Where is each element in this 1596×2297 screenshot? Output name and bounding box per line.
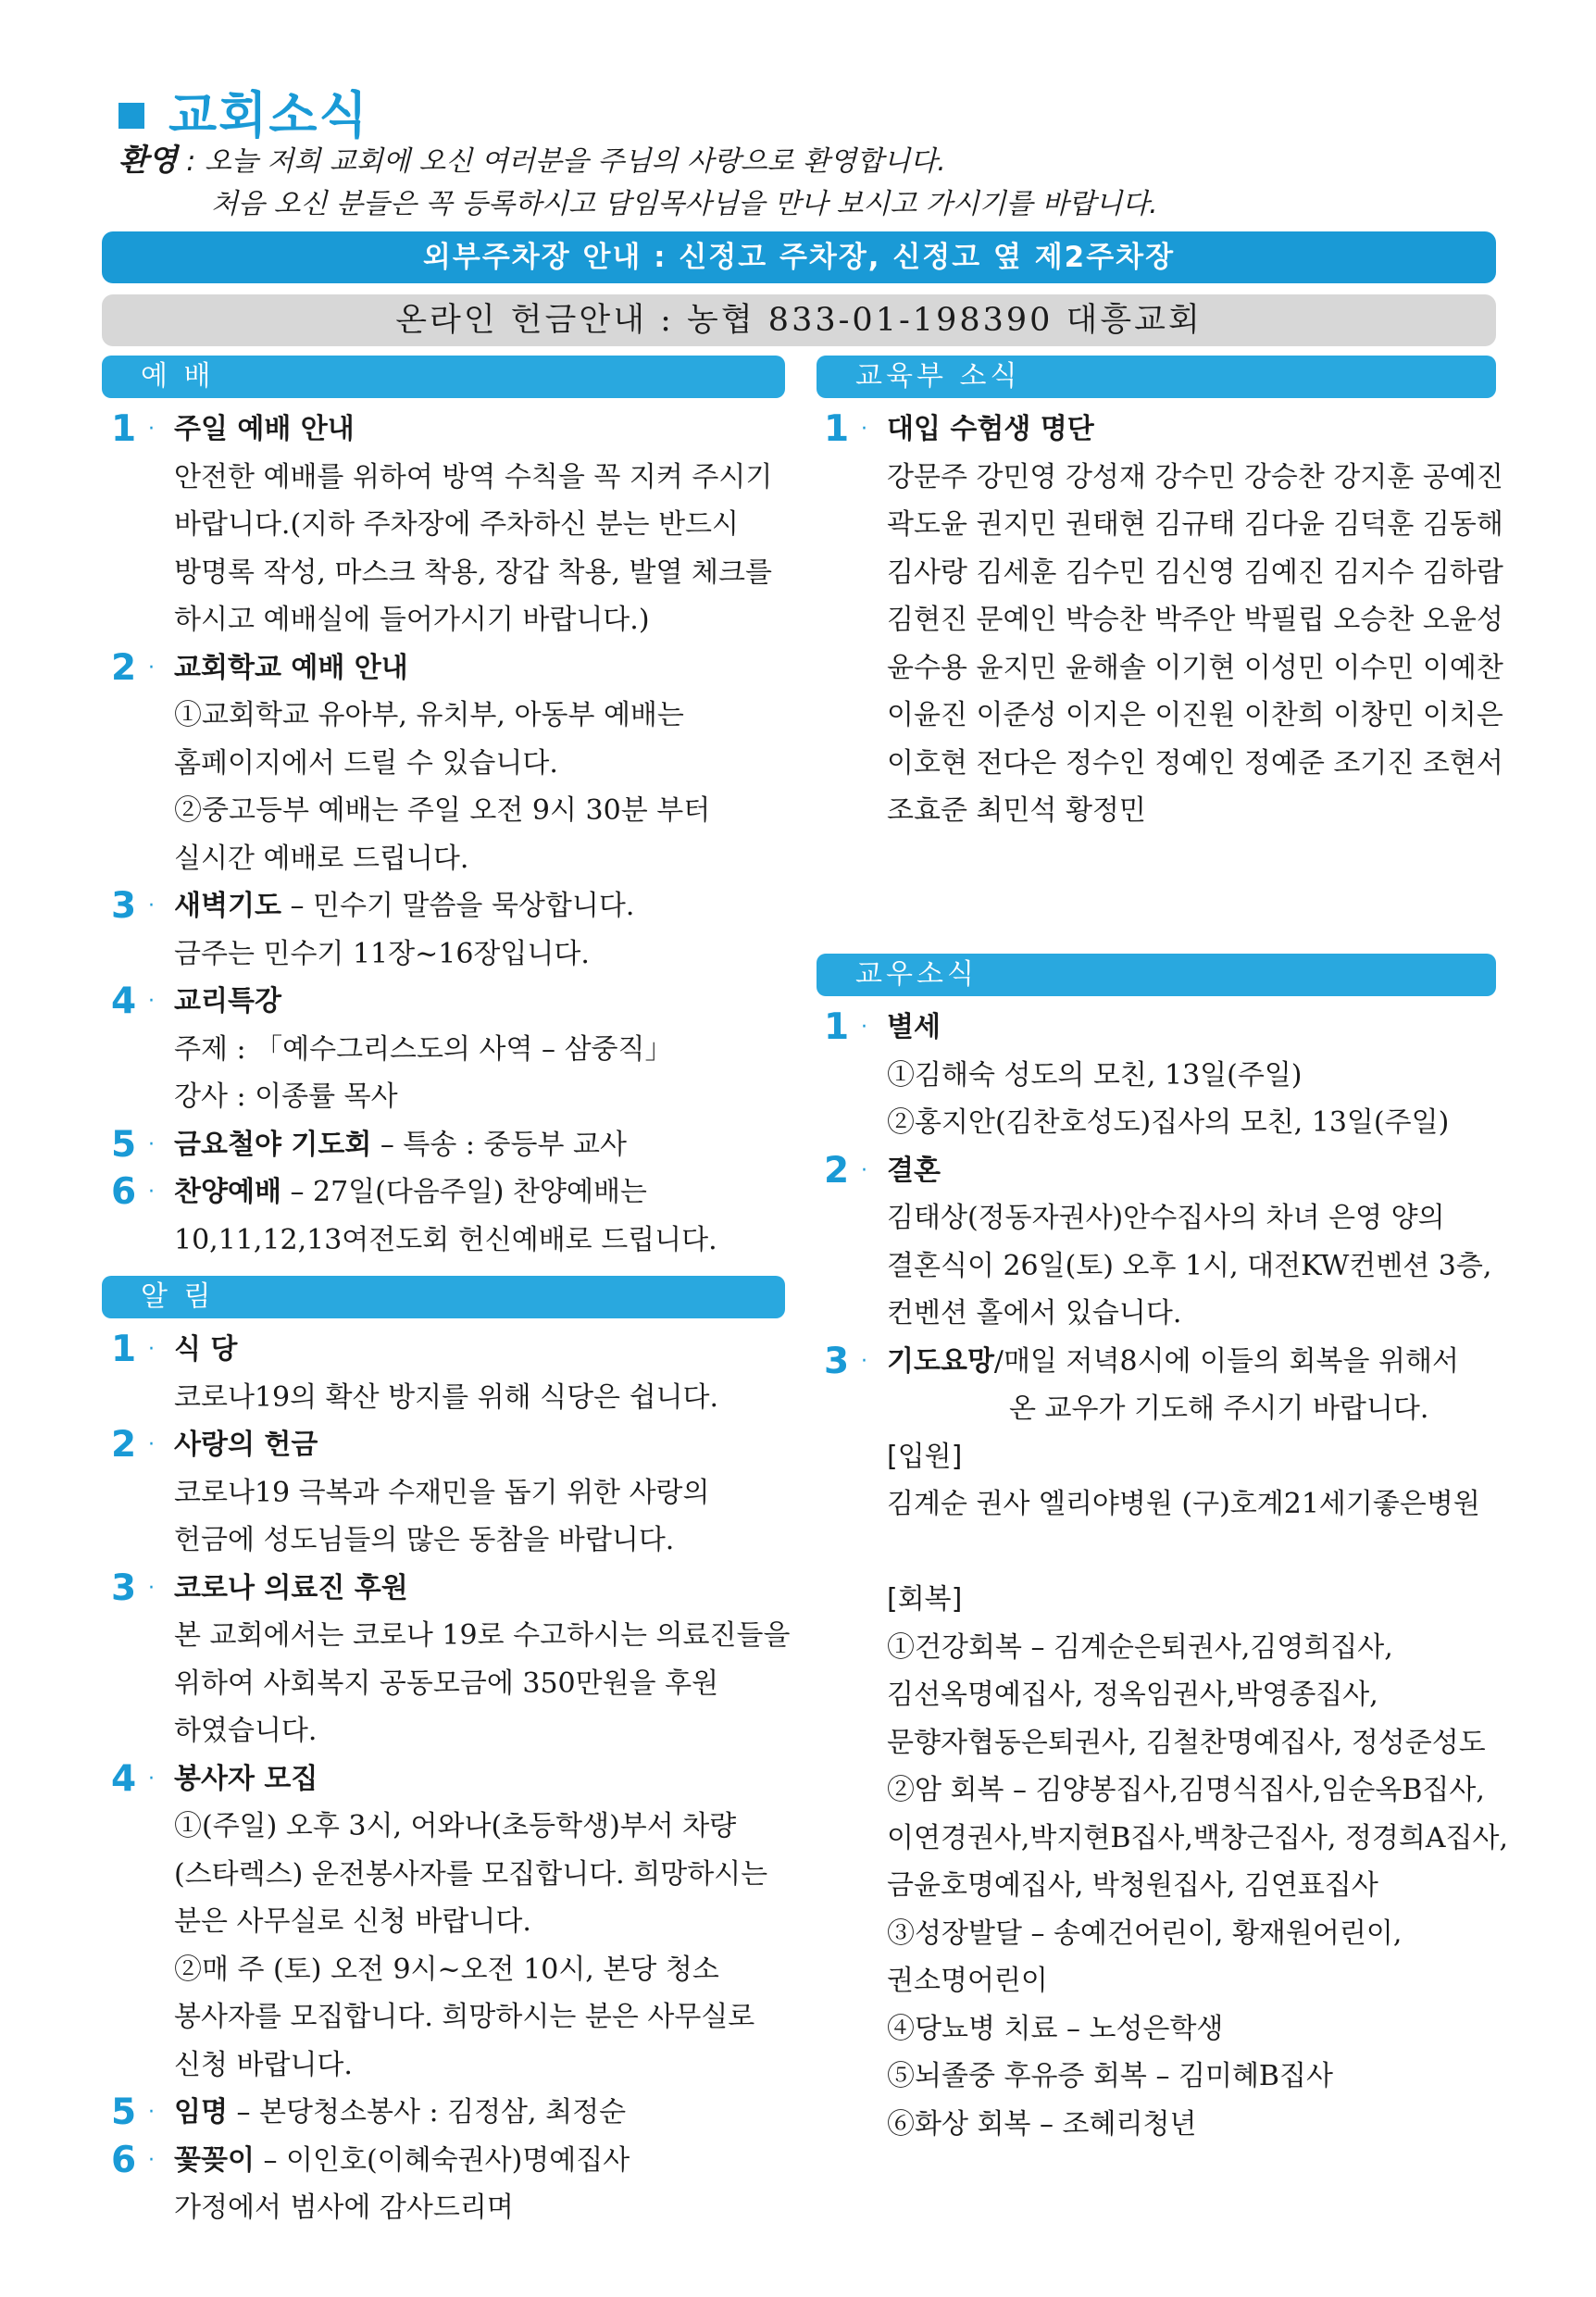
recovery-line: 금윤호명예집사, 박청원집사, 김연표집사 bbox=[887, 1869, 1378, 1902]
hospital-line: 김계순 권사 엘리야병원 (구)호계21세기좋은병원 bbox=[887, 1488, 1480, 1520]
item-title: 교회학교 예배 안내 bbox=[174, 651, 408, 684]
item-title: 식 당 bbox=[174, 1333, 238, 1366]
worship-header: 예 배 bbox=[102, 356, 785, 398]
bullet-dot-icon: · bbox=[148, 1766, 155, 1791]
item-heading bbox=[174, 882, 794, 930]
worship-item bbox=[111, 644, 794, 693]
bullet-dot-icon: · bbox=[148, 2101, 155, 2124]
notices-section bbox=[111, 1326, 794, 2232]
item-line: 김태상(정동자권사)안수집사의 차녀 은영 양의 bbox=[887, 1202, 1445, 1234]
item-line: 분은 사무실로 신청 바랍니다. bbox=[174, 1905, 531, 1938]
item-line: 코로나19의 확산 방지를 위해 식당은 쉽니다. bbox=[174, 1380, 719, 1414]
item-line: 코로나19 극복과 수재민을 돕기 위한 사랑의 bbox=[174, 1476, 710, 1509]
item-heading bbox=[174, 1326, 794, 1374]
worship-item bbox=[111, 882, 794, 930]
item-line: 가정에서 범사에 감사드리며 bbox=[174, 2191, 514, 2224]
members-item bbox=[824, 1338, 1503, 1386]
item-line: 강문주 강민영 강성재 강수민 강승찬 강지훈 공예진 bbox=[887, 460, 1503, 493]
education-item bbox=[824, 406, 1503, 454]
item-title: 교리특강 bbox=[174, 985, 281, 1017]
item-line: 김현진 문예인 박승찬 박주안 박필립 오승찬 오윤성 bbox=[887, 604, 1503, 636]
item-title: 결혼 bbox=[887, 1154, 941, 1187]
item-heading bbox=[887, 1147, 1503, 1195]
item-heading bbox=[174, 1121, 794, 1169]
item-line: ②매 주 (토) 오전 9시~오전 10시, 본당 청소 bbox=[174, 1953, 719, 1986]
item-title: 주일 예배 안내 bbox=[174, 413, 355, 445]
item-number: 2 bbox=[824, 1149, 850, 1192]
item-line: 주제 : 「예수그리스도의 사역 – 삼중직」 bbox=[174, 1032, 673, 1066]
parking-banner: 외부주차장 안내 : 신정고 주차장, 신정고 옆 제2주차장 bbox=[102, 231, 1496, 283]
bullet-dot-icon: · bbox=[148, 1338, 155, 1361]
bullet-dot-icon: · bbox=[148, 1132, 155, 1156]
item-title: 코로나 의료진 후원 bbox=[174, 1571, 408, 1604]
item-line: 김사랑 김세훈 김수민 김신영 김예진 김지수 김하람 bbox=[887, 556, 1503, 589]
item-title: 꽃꽂이 bbox=[174, 2143, 255, 2177]
item-line: 윤수용 윤지민 윤해솔 이기현 이성민 이수민 이예찬 bbox=[887, 651, 1503, 684]
item-line: 방명록 작성, 마스크 착용, 장갑 착용, 발열 체크를 bbox=[174, 556, 772, 589]
welcome-line1: : 오늘 저희 교회에 오신 여러분을 주님의 사랑으로 환영합니다. bbox=[177, 145, 946, 178]
bullet-dot-icon: · bbox=[861, 1349, 867, 1373]
recovery-line: ①건강회복 – 김계순은퇴권사,김영희집사, bbox=[887, 1630, 1393, 1664]
members-item bbox=[824, 1147, 1503, 1195]
bullet-dot-icon: · bbox=[861, 1158, 867, 1182]
item-line: 신청 바랍니다. bbox=[174, 2048, 353, 2081]
bullet-dot-icon: · bbox=[148, 1180, 155, 1204]
item-line: 홈페이지에서 드릴 수 있습니다. bbox=[174, 746, 558, 780]
bullet-dot-icon: · bbox=[148, 1433, 155, 1456]
item-line: 안전한 예배를 위하여 방역 수칙을 꼭 지켜 주시기 bbox=[174, 460, 773, 493]
offering-banner: 온라인 헌금안내 : 농협 833-01-198390 대흥교회 bbox=[102, 294, 1496, 346]
item-inline-text: – 특송 : 중등부 교사 bbox=[371, 1128, 627, 1161]
item-title: 새벽기도 bbox=[174, 890, 281, 922]
item-heading bbox=[174, 1168, 794, 1217]
welcome-message bbox=[118, 139, 1158, 226]
recovery-line: 권소명어린이 bbox=[887, 1965, 1048, 1997]
worship-item bbox=[111, 978, 794, 1026]
item-heading bbox=[887, 1004, 1503, 1052]
item-line: 10,11,12,13여전도회 헌신예배로 드립니다. bbox=[174, 1223, 717, 1256]
item-number: 3 bbox=[111, 885, 137, 927]
item-line: 봉사자를 모집합니다. 희망하시는 분은 사무실로 bbox=[174, 2001, 755, 2033]
item-title: 별세 bbox=[887, 1011, 941, 1043]
item-line: (스타렉스) 운전봉사자를 모집합니다. 희망하시는 bbox=[174, 1857, 768, 1891]
item-line: 금주는 민수기 11장~16장입니다. bbox=[174, 937, 590, 970]
page-title-text: 교회소식 bbox=[168, 86, 369, 144]
item-line: 이호현 전다은 정수인 정예인 정예준 조기진 조현서 bbox=[887, 746, 1503, 780]
notices-header: 알 림 bbox=[102, 1276, 785, 1318]
members-section bbox=[824, 1004, 1508, 2148]
worship-item bbox=[111, 1121, 794, 1169]
item-line: 컨벤션 홀에서 있습니다. bbox=[887, 1297, 1182, 1330]
item-line: 위하여 사회복지 공동모금에 350만원을 후원 bbox=[174, 1667, 719, 1700]
page-title bbox=[118, 76, 369, 147]
item-heading bbox=[174, 644, 794, 693]
bullet-dot-icon: · bbox=[148, 894, 155, 918]
notices-item bbox=[111, 1326, 794, 1374]
item-line: 하시고 예배실에 들어가시기 바랍니다.) bbox=[174, 604, 650, 636]
item-heading bbox=[887, 1338, 1503, 1386]
bullet-dot-icon: · bbox=[148, 990, 155, 1013]
members-item bbox=[824, 1004, 1503, 1052]
item-number: 2 bbox=[111, 1424, 137, 1466]
bullet-dot-icon: · bbox=[148, 2148, 155, 2172]
bullet-dot-icon: · bbox=[148, 655, 155, 680]
item-heading bbox=[174, 978, 794, 1026]
recovery-line: ⑤뇌졸중 후유증 회복 – 김미혜B집사 bbox=[887, 2060, 1333, 2092]
item-line: ①교회학교 유아부, 유치부, 아동부 예배는 bbox=[174, 699, 684, 731]
recovery-line: 문향자협동은퇴권사, 김철찬명예집사, 정성준성도 bbox=[887, 1726, 1486, 1759]
item-number: 1 bbox=[111, 408, 137, 450]
item-title: 금요철야 기도회 bbox=[174, 1128, 372, 1161]
item-line: 곽도윤 권지민 권태현 김규태 김다윤 김덕훈 김동해 bbox=[887, 508, 1503, 541]
item-number: 6 bbox=[111, 2139, 137, 2181]
item-inline-text: – 이인호(이혜숙권사)명예집사 bbox=[254, 2143, 630, 2177]
members-header: 교우소식 bbox=[817, 954, 1496, 996]
item-line: ①(주일) 오후 3시, 어와나(초등학생)부서 차량 bbox=[174, 1810, 737, 1842]
item-number: 4 bbox=[111, 1757, 137, 1800]
item-line: ②홍지안(김찬호성도)집사의 모친, 13일(주일) bbox=[887, 1106, 1450, 1139]
item-heading bbox=[174, 2089, 794, 2137]
bullet-dot-icon: · bbox=[148, 418, 155, 441]
hospital-heading: [입원] bbox=[887, 1440, 963, 1473]
welcome-label: 환영 bbox=[118, 142, 178, 178]
item-number: 3 bbox=[824, 1340, 850, 1382]
item-title: 봉사자 모집 bbox=[174, 1762, 318, 1795]
bullet-dot-icon: · bbox=[148, 1576, 155, 1600]
education-section bbox=[824, 406, 1503, 835]
item-line: 하였습니다. bbox=[174, 1715, 318, 1747]
item-heading bbox=[174, 1755, 794, 1804]
item-title: 기도요망 bbox=[887, 1344, 994, 1378]
item-line: 헌금에 성도님들의 많은 동참을 바랍니다. bbox=[174, 1524, 675, 1556]
item-number: 5 bbox=[111, 2091, 137, 2133]
item-line: 본 교회에서는 코로나 19로 수고하시는 의료진들을 bbox=[174, 1619, 791, 1652]
item-number: 1 bbox=[111, 1329, 137, 1370]
education-header: 교육부 소식 bbox=[817, 356, 1496, 398]
notices-item bbox=[111, 2137, 794, 2185]
recovery-line: 김선옥명예집사, 정옥임권사,박영종집사, bbox=[887, 1679, 1378, 1711]
item-line: 강사 : 이종률 목사 bbox=[174, 1080, 398, 1113]
prayer-line2: 온 교우가 기도해 주시기 바랍니다. bbox=[1009, 1392, 1429, 1425]
item-number: 5 bbox=[111, 1123, 137, 1166]
bullet-dot-icon: · bbox=[861, 1016, 867, 1039]
item-title: 사랑의 헌금 bbox=[174, 1429, 318, 1461]
item-title: 임명 bbox=[174, 2096, 228, 2128]
item-heading bbox=[174, 2137, 794, 2185]
bullet-dot-icon: · bbox=[861, 418, 867, 441]
item-number: 1 bbox=[824, 1006, 850, 1048]
welcome-line2: 처음 오신 분들은 꼭 등록하시고 담임목사님을 만나 보시고 가시기를 바랍니다. bbox=[211, 188, 1158, 220]
recovery-line: ⑥화상 회복 – 조혜리청년 bbox=[887, 2107, 1197, 2141]
item-inline-text: – 민수기 말씀을 묵상합니다. bbox=[281, 890, 635, 922]
item-heading bbox=[174, 406, 794, 454]
recovery-line: ②암 회복 – 김양봉집사,김명식집사,임순옥B집사, bbox=[887, 1774, 1485, 1806]
worship-item bbox=[111, 1168, 794, 1217]
recovery-line: ④당뇨병 치료 – 노성은학생 bbox=[887, 2012, 1224, 2045]
item-number: 1 bbox=[824, 408, 850, 450]
item-heading bbox=[174, 1421, 794, 1469]
spacer bbox=[824, 1529, 1503, 1577]
item-line: ②중고등부 예배는 주일 오전 9시 30분 부터 bbox=[174, 794, 711, 827]
notices-item bbox=[111, 1565, 794, 1613]
item-title: 대입 수험생 명단 bbox=[887, 413, 1094, 445]
item-inline-text: – 27일(다음주일) 찬양예배는 bbox=[281, 1176, 647, 1208]
item-number: 3 bbox=[111, 1567, 137, 1609]
item-line: 조효준 최민석 황정민 bbox=[887, 794, 1146, 827]
item-inline-text: /매일 저녁8시에 이들의 회복을 위해서 bbox=[993, 1344, 1459, 1378]
item-line: ①김해숙 성도의 모친, 13일(주일) bbox=[887, 1058, 1303, 1092]
item-line: 바랍니다.(지하 주차장에 주차하신 분는 반드시 bbox=[174, 508, 740, 541]
item-line: 결혼식이 26일(토) 오후 1시, 대전KW컨벤션 3층, bbox=[887, 1249, 1492, 1282]
item-line: 실시간 예배로 드립니다. bbox=[174, 842, 469, 875]
item-number: 4 bbox=[111, 980, 137, 1022]
worship-item bbox=[111, 406, 794, 454]
item-line: 이윤진 이준성 이지은 이진원 이찬희 이창민 이치은 bbox=[887, 699, 1503, 731]
item-inline-text: – 본당청소봉사 : 김정삼, 최정순 bbox=[227, 2096, 627, 2128]
item-number: 2 bbox=[111, 646, 137, 689]
recovery-line: ③성장발달 – 송예건어린이, 황재원어린이, bbox=[887, 1916, 1403, 1950]
item-number: 6 bbox=[111, 1171, 137, 1213]
notices-item bbox=[111, 1421, 794, 1469]
worship-section bbox=[111, 406, 794, 1264]
item-heading bbox=[887, 406, 1503, 454]
item-heading bbox=[174, 1565, 794, 1613]
notices-item bbox=[111, 2089, 794, 2137]
recovery-heading: [회복] bbox=[887, 1583, 963, 1616]
notices-item bbox=[111, 1755, 794, 1804]
item-title: 찬양예배 bbox=[174, 1176, 281, 1208]
recovery-line: 이연경권사,박지현B집사,백창근집사, 정경희A집사, bbox=[887, 1821, 1508, 1854]
title-square-icon bbox=[118, 103, 144, 129]
